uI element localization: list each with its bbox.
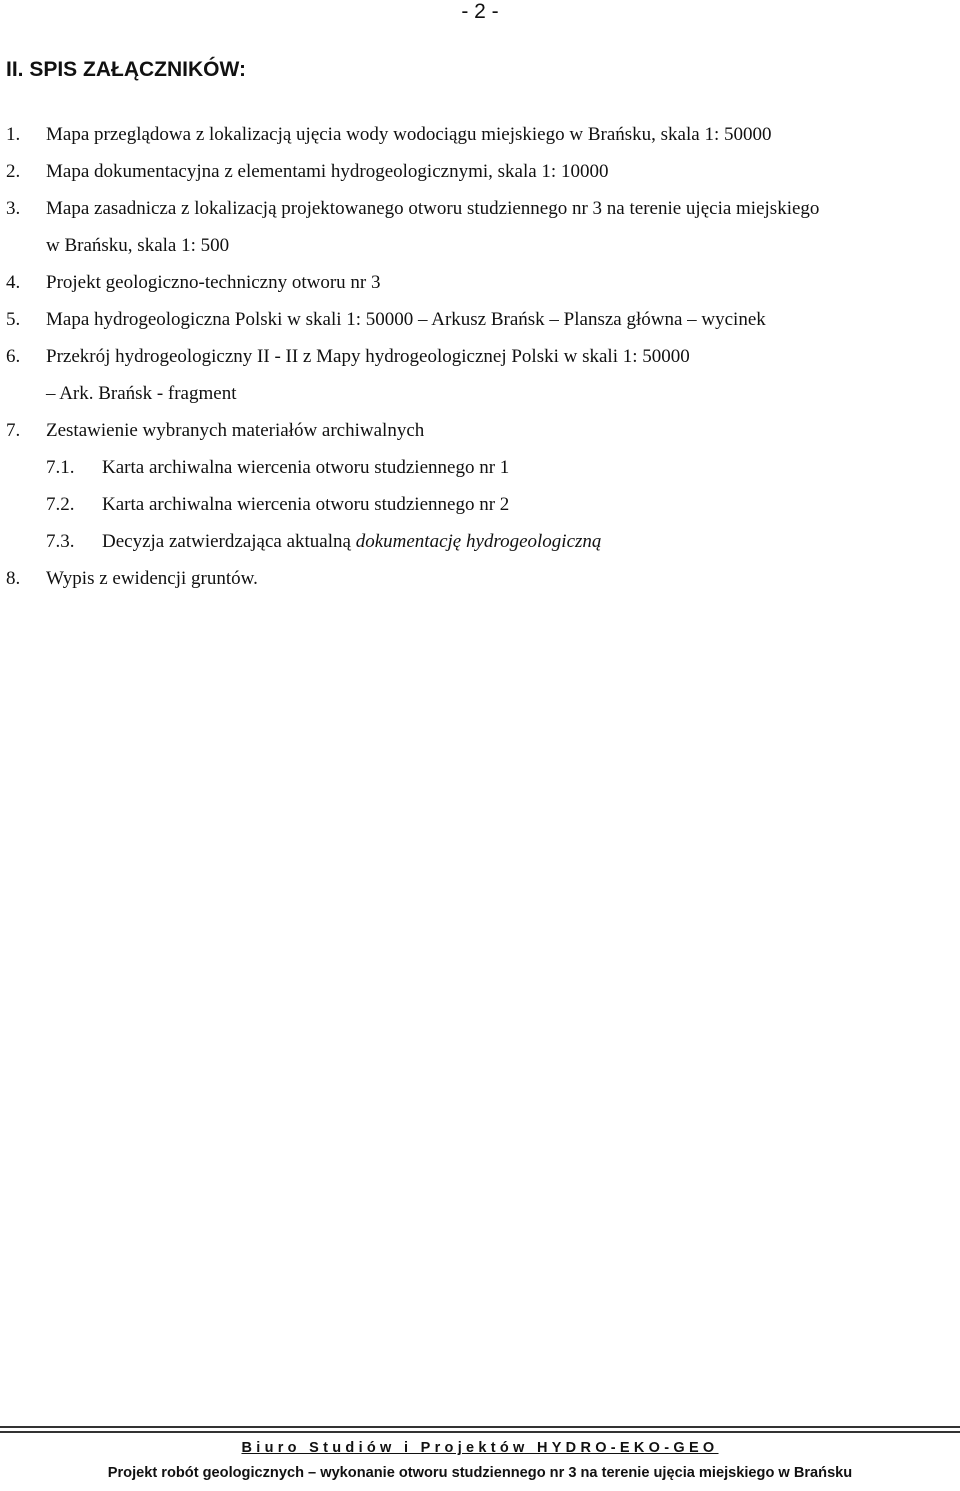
item-number: 7. xyxy=(6,420,21,441)
list-item xyxy=(6,412,951,449)
subitem-text-italic: dokumentację hydrogeologiczną xyxy=(355,531,602,552)
item-text: Mapa zasadnicza z lokalizacją projektowanego otworu studziennego nr 3 na terenie ujęcia miejskiego xyxy=(46,198,820,219)
attachment-list xyxy=(6,116,951,597)
section-heading: II. SPIS ZAŁĄCZNIKÓW: xyxy=(6,58,246,81)
sub-list-item xyxy=(6,486,951,523)
footer-company: Biuro Studiów i Projektów HYDRO-EKO-GEO xyxy=(241,1440,719,1456)
list-item xyxy=(6,153,951,190)
item-continuation-text: w Brańsku, skala 1: 500 xyxy=(46,235,230,256)
subitem-number: 7.3. xyxy=(46,531,75,552)
list-item-continuation xyxy=(6,375,951,412)
item-number: 5. xyxy=(6,309,21,330)
item-number: 8. xyxy=(6,568,21,589)
page-number: - 2 - xyxy=(461,0,499,23)
subitem-text: Karta archiwalna wiercenia otworu studziennego nr 2 xyxy=(102,494,510,515)
subitem-number: 7.2. xyxy=(46,494,75,515)
list-item-continuation xyxy=(6,227,951,264)
sub-list-item xyxy=(6,449,951,486)
item-text: Wypis z ewidencji gruntów. xyxy=(46,568,258,589)
footer-project: Projekt robót geologicznych – wykonanie otworu studziennego nr 3 na terenie ujęcia miejskiego w Brańsku xyxy=(107,1465,853,1481)
footer-divider xyxy=(0,1431,960,1433)
list-item xyxy=(6,560,951,597)
list-item xyxy=(6,301,951,338)
item-number: 3. xyxy=(6,198,21,219)
item-number: 1. xyxy=(6,124,21,145)
item-text: Projekt geologiczno-techniczny otworu nr 3 xyxy=(46,272,381,293)
item-number: 6. xyxy=(6,346,21,367)
subitem-number: 7.1. xyxy=(46,457,75,478)
list-item xyxy=(6,264,951,301)
item-text: Mapa dokumentacyjna z elementami hydrogeologicznymi, skala 1: 10000 xyxy=(46,161,609,182)
subitem-text: Karta archiwalna wiercenia otworu studziennego nr 1 xyxy=(102,457,510,478)
list-item xyxy=(6,338,951,375)
item-number: 2. xyxy=(6,161,21,182)
item-number: 4. xyxy=(6,272,21,293)
list-item xyxy=(6,190,951,227)
item-text: Przekrój hydrogeologiczny II - II z Mapy hydrogeologicznej Polski w skali 1: 50000 xyxy=(46,346,690,367)
item-continuation-text: – Ark. Brańsk - fragment xyxy=(46,383,237,404)
subitem-text xyxy=(102,523,601,560)
item-text: Mapa przeglądowa z lokalizacją ujęcia wody wodociągu miejskiego w Brańsku, skala 1: 50000 xyxy=(46,124,772,145)
item-text: Mapa hydrogeologiczna Polski w skali 1: 50000 – Arkusz Brańsk – Plansza główna – wycinek xyxy=(46,309,766,330)
footer-divider xyxy=(0,1426,960,1428)
sub-list-item xyxy=(6,523,951,560)
list-item xyxy=(6,116,951,153)
item-text: Zestawienie wybranych materiałów archiwalnych xyxy=(46,420,425,441)
subitem-text-plain: Decyzja zatwierdzająca aktualną xyxy=(102,531,356,552)
